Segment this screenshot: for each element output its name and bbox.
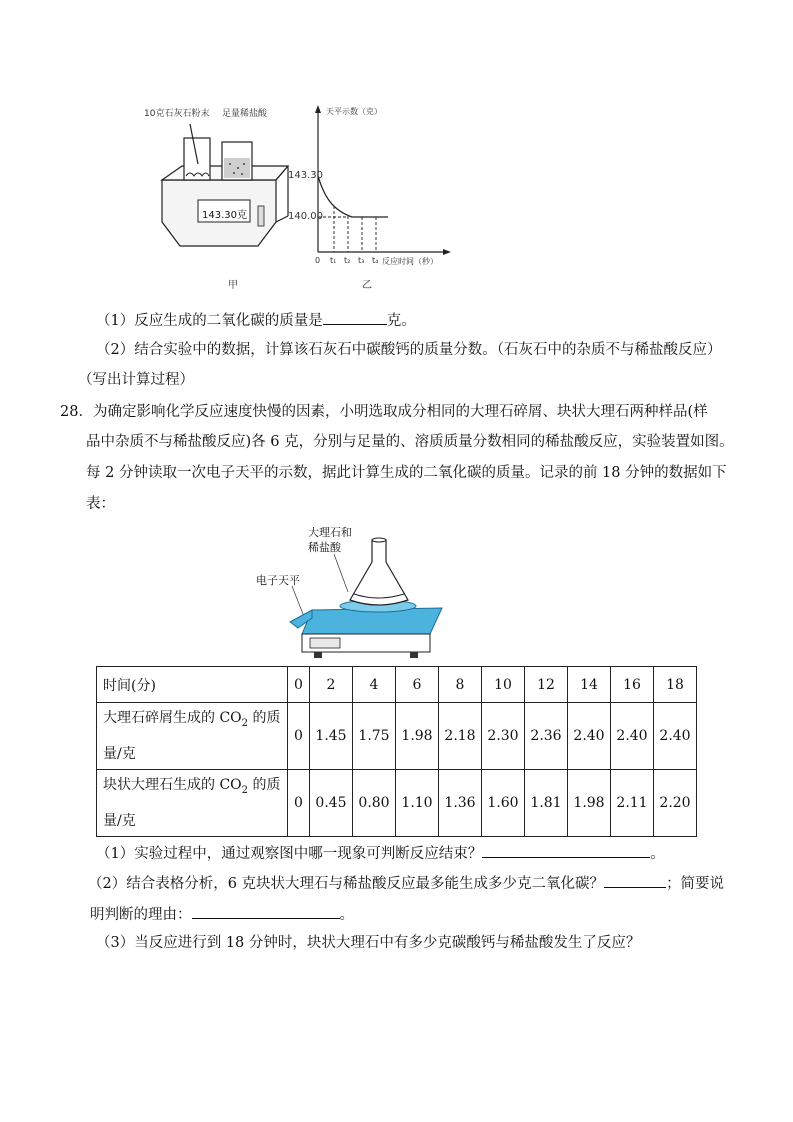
flask-label-line1: 大理石和	[308, 526, 352, 539]
flask-label-line2: 稀盐酸	[308, 541, 341, 554]
table-cell: 0	[288, 703, 310, 770]
table-cell: 0.45	[310, 769, 353, 836]
table-cell: 1.45	[310, 703, 353, 770]
table-cell: 2.18	[439, 703, 482, 770]
graph-y-axis-label: 天平示数（克）	[326, 107, 382, 116]
q27-part2-note: （写出计算过程）	[78, 372, 194, 388]
graph-x-tick-0: 0	[315, 256, 321, 265]
q28-part1: （1）实验过程中，通过观察图中哪一现象可判断反应结束？ 。	[96, 841, 665, 864]
table-cell: 1.98	[396, 703, 439, 770]
q28-part1-text: （1）实验过程中，通过观察图中哪一现象可判断反应结束？	[96, 846, 483, 862]
flask-balance-illustration	[250, 522, 450, 662]
table-time-cell: 16	[611, 667, 654, 703]
q28-line1	[60, 402, 708, 422]
table-cell: 2.20	[654, 769, 697, 836]
table-cell: 1.36	[439, 769, 482, 836]
table-row	[97, 703, 697, 770]
table-header-label: 时间(分)	[97, 667, 288, 703]
table-cell: 2.40	[654, 703, 697, 770]
table-cell: 1.10	[396, 769, 439, 836]
q28-stem-line2: 品中杂质不与稀盐酸反应)各 6 克，分别与足量的、溶质质量分数相同的稀盐酸反应，实验装置如图。	[86, 434, 734, 450]
table-time-cell: 8	[439, 667, 482, 703]
table-cell: 1.98	[568, 769, 611, 836]
graph-x-tick-1: t₁	[330, 256, 337, 265]
figure-a	[140, 100, 290, 295]
table-time-cell: 12	[525, 667, 568, 703]
q28-part2-reason-blank[interactable]	[192, 902, 340, 919]
mass-time-graph	[282, 100, 452, 270]
graph-x-axis-label: 反应时间（秒）	[382, 257, 438, 266]
table-time-cell: 6	[396, 667, 439, 703]
graph-y-tick-high: 143.30	[288, 170, 323, 181]
q28-stem-line3: 每 2 分钟读取一次电子天平的示数，据此计算生成的二氧化碳的质量。记录的前 18 分钟的数据如下	[86, 465, 727, 481]
table-cell: 1.81	[525, 769, 568, 836]
graph-x-tick-3: t₃	[358, 256, 365, 265]
figure-b	[282, 100, 452, 295]
balance-label: 电子天平	[256, 574, 300, 587]
figure-a-label-acid: 足量稀盐酸	[222, 109, 268, 119]
table-row	[97, 769, 697, 836]
figure-a-label-powder: 10克石灰石粉末	[144, 109, 210, 119]
table-cell: 2.11	[611, 769, 654, 836]
co2-data-table	[96, 666, 697, 837]
q27-part1-text: （1）反应生成的二氧化碳的质量是	[96, 313, 323, 329]
table-cell: 1.60	[482, 769, 525, 836]
q27-part1-unit: 克。	[386, 313, 416, 329]
q27-part1-blank[interactable]	[323, 308, 387, 325]
table-time-cell: 18	[654, 667, 697, 703]
table-cell: 1.75	[353, 703, 396, 770]
table-cell: 2.30	[482, 703, 525, 770]
table-cell: 2.40	[611, 703, 654, 770]
q28-stem-line4: 表：	[86, 496, 115, 512]
table-cell: 2.40	[568, 703, 611, 770]
q28-part2-text: （2）结合表格分析，6 克块状大理石与稀盐酸反应最多能生成多少克二氧化碳？	[88, 876, 605, 892]
q28-part2-line2: 明判断的理由： 。	[90, 902, 354, 925]
table-time-cell: 0	[288, 667, 310, 703]
table-time-cell: 10	[482, 667, 525, 703]
q28-part2-blank[interactable]	[604, 871, 666, 888]
row-label-block-marble: 块状大理石生成的 $CO_2$ 的质 量/克	[97, 769, 288, 836]
q27-part1	[96, 308, 416, 331]
table-row	[97, 667, 697, 703]
q28-part2: （2）结合表格分析，6 克块状大理石与稀盐酸反应最多能生成多少克二氧化碳？ ；简要说	[88, 871, 724, 894]
figure-a-caption: 甲	[228, 280, 238, 291]
figure-c	[250, 522, 450, 662]
table-time-cell: 2	[310, 667, 353, 703]
table-cell: 2.36	[525, 703, 568, 770]
q27-part2: （2）结合实验中的数据，计算该石灰石中碳酸钙的质量分数。（石灰石中的杂质不与稀盐酸反应）	[96, 342, 722, 358]
graph-x-tick-2: t₂	[344, 256, 351, 265]
graph-y-tick-low: 140.00	[288, 211, 323, 222]
q28-part3: （3）当反应进行到 18 分钟时，块状大理石中有多少克碳酸钙与稀盐酸发生了反应？	[96, 935, 641, 951]
q28-stem-line1: 为确定影响化学反应速度快慢的因素，小明选取成分相同的大理石碎屑、块状大理石两种样品(样	[92, 404, 708, 420]
table-cell: 0	[288, 769, 310, 836]
table-time-cell: 4	[353, 667, 396, 703]
row-label-crushed-marble: 大理石碎屑生成的 $CO_2$ 的质 量/克	[97, 703, 288, 770]
balance-display-value: 143.30克	[202, 210, 247, 221]
q28-part1-blank[interactable]	[482, 841, 650, 858]
table-cell: 0.80	[353, 769, 396, 836]
balance-beakers-illustration	[140, 120, 290, 270]
q28-number: 28．	[60, 404, 93, 420]
graph-x-tick-4: t₄	[372, 256, 379, 265]
figure-b-caption: 乙	[362, 280, 372, 291]
table-time-cell: 14	[568, 667, 611, 703]
